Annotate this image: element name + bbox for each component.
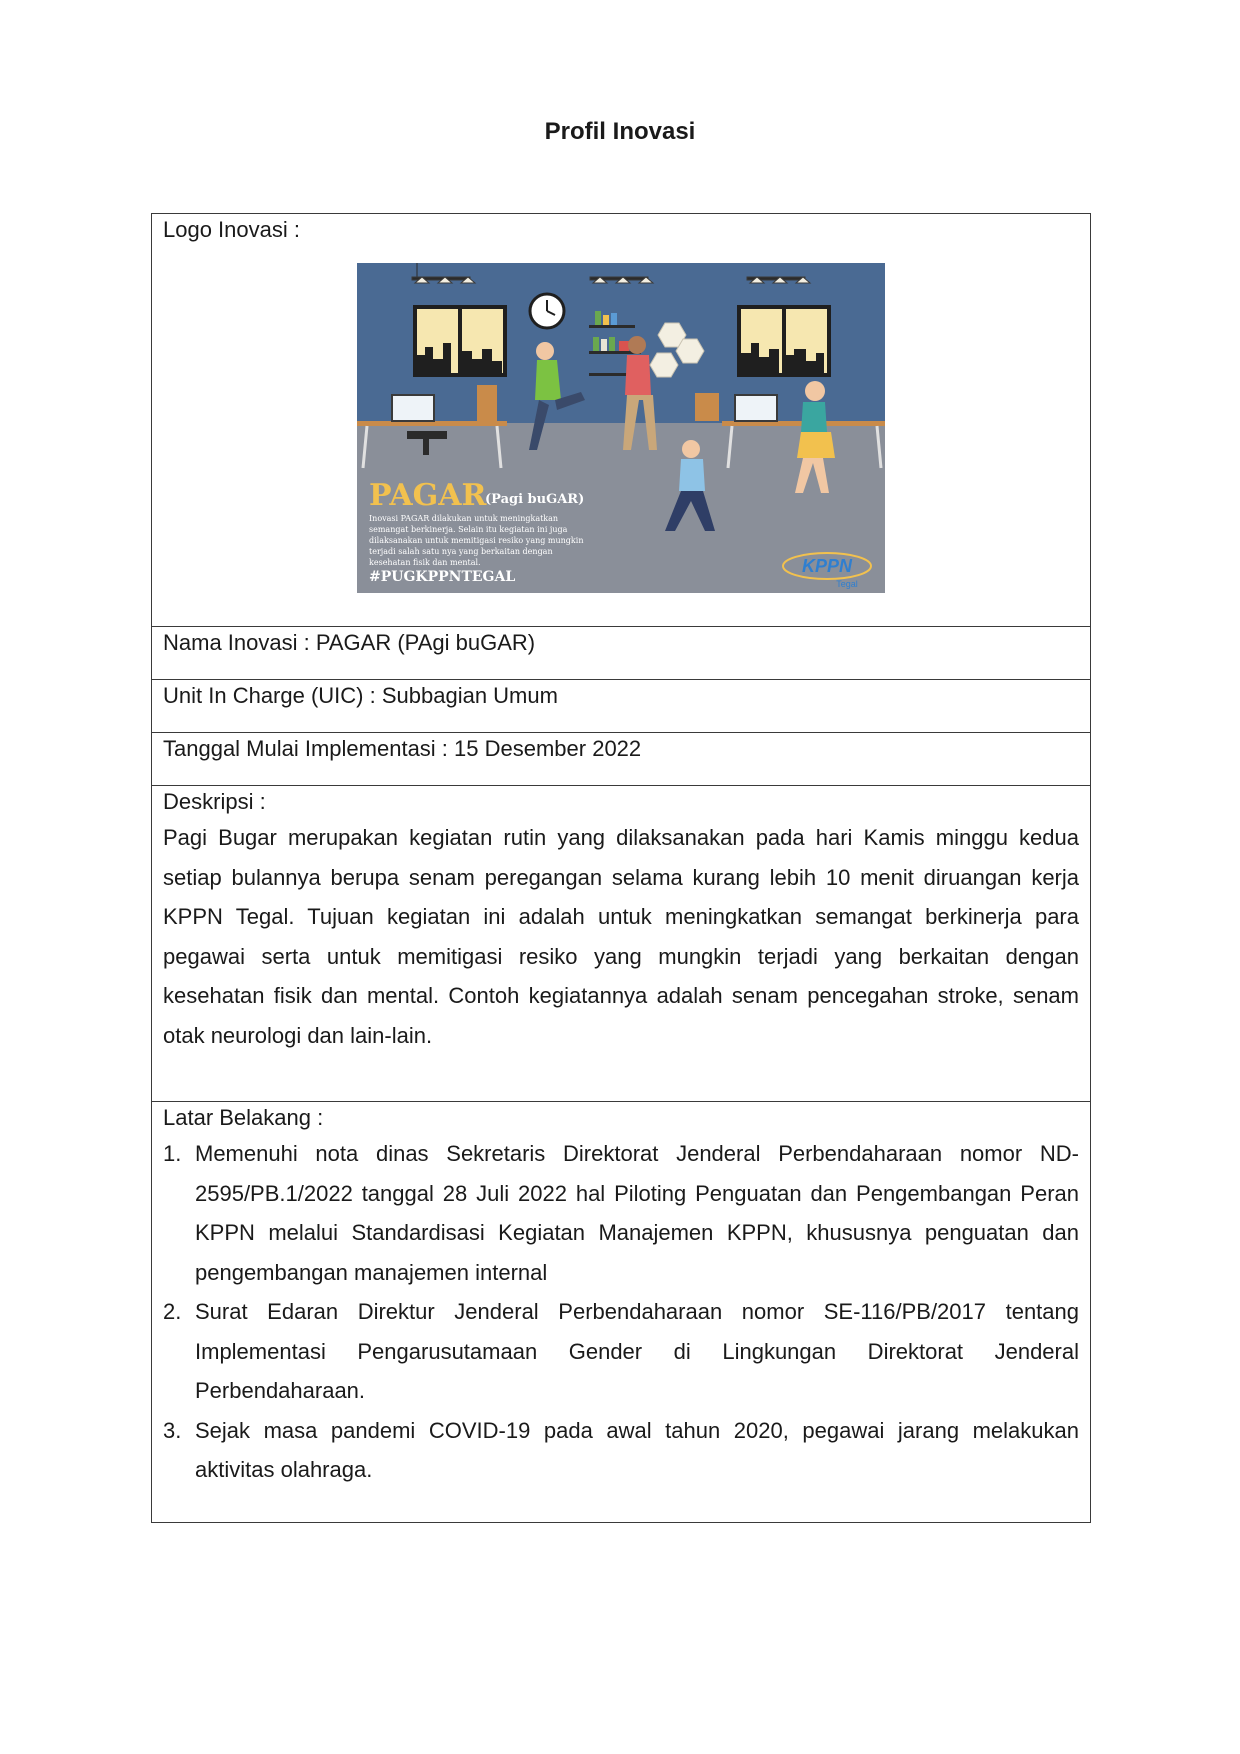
latar-list (163, 1134, 1079, 1490)
deskripsi-text: Pagi Bugar merupakan kegiatan rutin yang dilaksanakan pada hari Kamis minggu kedua setiap bulannya berupa senam peregangan selama kurang lebih 10 menit diruangan kerja KPPN Tegal. Tujuan kegiatan ini adalah untuk meningkatkan semangat berkinerja para pegawai serta untuk memitigasi resiko yang mungkin terjadi yang berkaitan dengan kesehatan fisik dan mental. Contoh kegiatannya adalah senam pencegahan stroke, senam otak neurologi dan lain-lain. (163, 825, 1079, 1048)
svg-text:KPPN: KPPN (801, 556, 853, 576)
page-title: Profil Inovasi (544, 118, 696, 145)
nama-inovasi: Nama Inovasi : PAGAR (PAgi buGAR) (152, 627, 1091, 680)
svg-text:Inovasi PAGAR dilakukan untuk: Inovasi PAGAR dilakukan untuk meningkatkan (369, 514, 559, 523)
list-item: 1. Memenuhi nota dinas Sekretaris Direktorat Jenderal Perbendaharaan nomor ND-2595/PB.1/2022 tanggal 28 Juli 2022 hal Piloting Penguatan dan Pengembangan Peran KPPN melalui Standardisasi Kegiatan Manajemen KPPN, khususnya penguatan dan pengembangan manajemen internal (163, 1141, 1079, 1285)
svg-text:dilaksanakan untuk memitigasi: dilaksanakan untuk memitigasi resiko yang mungkin (369, 536, 584, 545)
logo-label: Logo Inovasi : (163, 217, 300, 242)
pagar-poster-image (357, 263, 885, 593)
logo-cell (152, 214, 1091, 627)
profile-table (151, 213, 1091, 1523)
poster-brand: PAGAR (369, 478, 487, 513)
tanggal-implementasi: Tanggal Mulai Implementasi : 15 Desember 2022 (152, 733, 1091, 786)
logo-row (152, 214, 1091, 627)
unit-in-charge: Unit In Charge (UIC) : Subbagian Umum (152, 680, 1091, 733)
nama-row (152, 627, 1091, 680)
latar-label: Latar Belakang : (163, 1105, 324, 1130)
poster-brand-sub: (Pagi buGAR) (485, 492, 585, 507)
deskripsi-cell (152, 786, 1091, 1102)
svg-text:kesehatan fisik dan mental.: kesehatan fisik dan mental. (369, 558, 481, 567)
list-item: 3. Sejak masa pandemi COVID-19 pada awal tahun 2020, pegawai jarang melakukan aktivitas olahraga. (163, 1417, 1079, 1482)
svg-text:Tegal: Tegal (836, 579, 858, 589)
poster-hashtag: #PUGKPPNTEGAL (369, 569, 516, 585)
deskripsi-label: Deskripsi : (163, 789, 266, 814)
list-item: 2. Surat Edaran Direktur Jenderal Perbendaharaan nomor SE-116/PB/2017 tentang Implementasi Pengarusutamaan Gender di Lingkungan Direktorat Jenderal Perbendaharaan. (163, 1299, 1079, 1403)
tanggal-row (152, 733, 1091, 786)
deskripsi-row (152, 786, 1091, 1102)
latar-row (152, 1102, 1091, 1523)
svg-text:semangat berkinerja. Selain it: semangat berkinerja. Selain itu kegiatan ini juga (369, 525, 568, 534)
svg-text:terjadi salah satu nya yang be: terjadi salah satu nya yang berkaitan dengan (369, 547, 553, 556)
uic-row (152, 680, 1091, 733)
latar-cell (152, 1102, 1091, 1523)
